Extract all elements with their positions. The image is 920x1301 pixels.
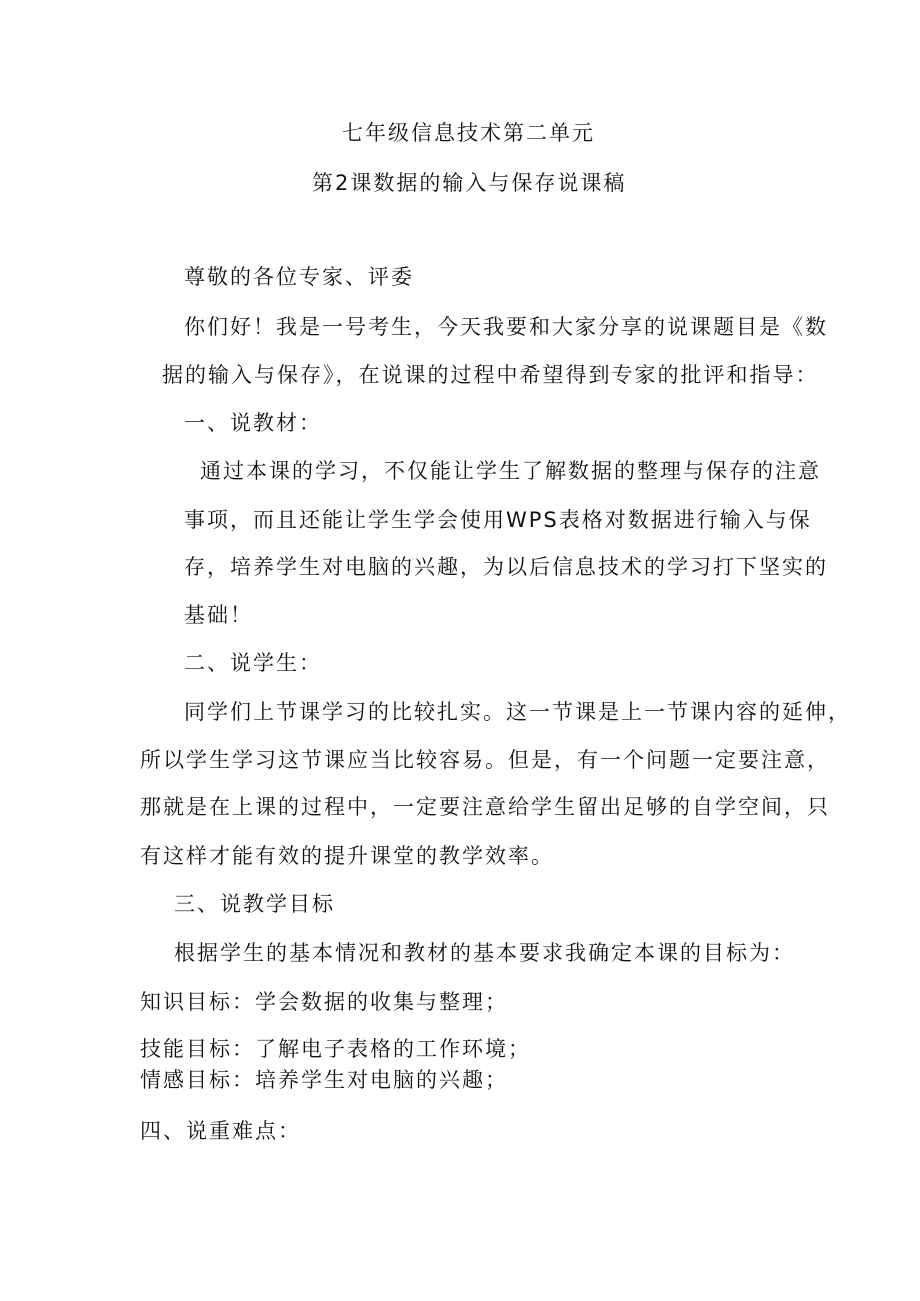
students-line-2: 所以学生学习这节课应当比较容易。但是，有一个问题一定要注意， [140,748,830,772]
goal-knowledge-line: 知识目标：学会数据的收集与整理； [140,990,508,1014]
document-title-line-1: 七年级信息技术第二单元 [342,121,595,145]
students-line-4: 有这样才能有效的提升课堂的教学效率。 [140,844,554,868]
section-heading-textbook: 一、说教材： [184,411,322,435]
students-line-3: 那就是在上课的过程中，一定要注意给学生留出足够的自学空间，只 [140,795,830,819]
goal-emotion-line: 情感目标：培养学生对电脑的兴趣； [140,1068,508,1092]
intro-line-2: 据的输入与保存》，在说课的过程中希望得到专家的批评和指导： [162,363,819,387]
students-line-1: 同学们上节课学习的比较扎实。这一节课是上一节课内容的延伸， [184,700,851,724]
section-heading-goals: 三、说教学目标 [174,892,335,916]
document-title-line-2: 第2课数据的输入与保存说课稿 [312,171,627,195]
textbook-line-3: 存，培养学生对电脑的兴趣，为以后信息技术的学习打下坚实的 [184,555,828,579]
textbook-line-2: 事项，而且还能让学生学会使用WPS表格对数据进行输入与保 [184,508,812,532]
textbook-line-1: 通过本课的学习，不仅能让学生了解数据的整理与保存的注意 [200,459,821,483]
section-heading-students: 二、说学生： [184,651,322,675]
textbook-line-4: 基础！ [184,603,253,627]
goal-skill-line: 技能目标：了解电子表格的工作环境； [140,1037,531,1061]
greeting-line: 尊敬的各位专家、评委 [184,265,414,289]
intro-line-1: 你们好！我是一号考生，今天我要和大家分享的说课题目是《数 [184,315,828,339]
section-heading-key-points: 四、说重难点： [140,1119,301,1143]
goals-intro-line: 根据学生的基本情况和教材的基本要求我确定本课的目标为： [174,941,795,965]
